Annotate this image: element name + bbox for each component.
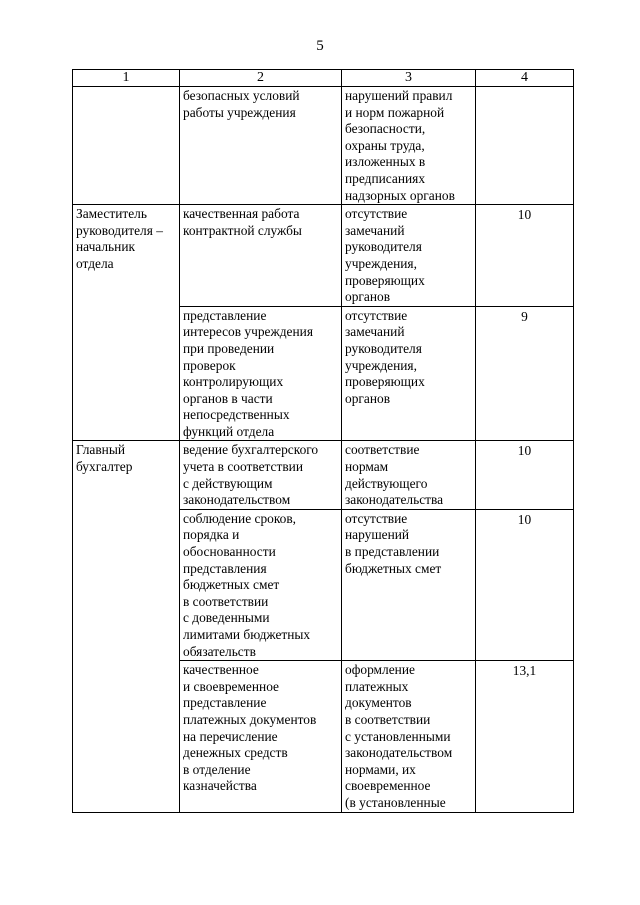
cell-line: учета в соответствии (183, 459, 304, 475)
cell-line: нарушений (345, 527, 410, 543)
position-cell (73, 441, 180, 812)
header-col-3: 3 (342, 70, 476, 87)
cell-line: руководителя (345, 239, 422, 255)
cell-line: с доведенными (183, 610, 270, 626)
cell-line: соответствие (345, 442, 420, 458)
cell-line: функций отдела (183, 423, 275, 439)
cell-line: представление (183, 695, 267, 711)
points-cell: 9 (476, 306, 574, 441)
criterion-cell (180, 441, 342, 509)
indicator-cell (342, 661, 476, 812)
cell-line: соблюдение сроков, (183, 510, 297, 526)
cell-line: отсутствие (345, 510, 408, 526)
indicator-cell (342, 205, 476, 307)
cell-line: и норм пожарной (345, 104, 445, 120)
criterion-cell (180, 509, 342, 660)
cell-line: органов в части (183, 390, 273, 406)
cell-line: действующего (345, 475, 428, 491)
cell-line: качественное (183, 662, 259, 678)
cell-line: порядка и (183, 527, 240, 543)
cell-line: законодательством (183, 492, 291, 508)
cell-line: обязательств (183, 643, 256, 659)
cell-line: представления (183, 560, 267, 576)
cell-line: нарушений правил (345, 88, 453, 103)
cell-line: безопасности, (345, 121, 426, 137)
indicator-cell (342, 509, 476, 660)
cell-line: документов (345, 695, 412, 711)
criterion-cell (180, 87, 342, 205)
cell-line: работы учреждения (183, 104, 296, 120)
cell-line: замечаний (345, 222, 405, 238)
cell-line: в соответствии (183, 593, 269, 609)
cell-line: Заместитель (76, 206, 147, 222)
cell-line: проверяющих (345, 272, 425, 288)
indicator-cell (342, 87, 476, 205)
cell-line: контролирующих (183, 374, 284, 390)
table-row (73, 441, 574, 509)
points-cell: 10 (476, 509, 574, 660)
table-row (73, 87, 574, 205)
cell-line: органов (345, 390, 391, 406)
indicator-cell (342, 306, 476, 441)
criterion-cell (180, 661, 342, 812)
cell-line: отсутствие (345, 206, 408, 222)
cell-line: платежных документов (183, 711, 317, 727)
cell-line: своевременное (345, 778, 431, 794)
points-cell: 13,1 (476, 661, 574, 812)
position-cell (73, 205, 180, 441)
cell-line: непосредственных (183, 407, 290, 423)
cell-line: (в установленные (345, 794, 446, 810)
cell-line: с установленными (345, 728, 451, 744)
cell-line: бюджетных смет (183, 577, 280, 593)
cell-line: с действующим (183, 475, 273, 491)
cell-line: на перечисление (183, 728, 278, 744)
cell-line: и своевременное (183, 678, 280, 694)
cell-line: представление (183, 307, 267, 323)
cell-line: отсутствие (345, 307, 408, 323)
header-col-2: 2 (180, 70, 342, 87)
cell-line: учреждения, (345, 255, 417, 271)
cell-line: качественная работа (183, 206, 300, 222)
cell-line: интересов учреждения (183, 324, 313, 340)
cell-line: изложенных в (345, 154, 426, 170)
cell-line: предписаниях (345, 170, 426, 186)
cell-line: Главный (76, 442, 126, 458)
cell-line: бухгалтер (76, 459, 133, 475)
points-cell: 10 (476, 205, 574, 307)
points-cell: 10 (476, 441, 574, 509)
cell-line: законодательством (345, 745, 453, 761)
cell-line: проверяющих (345, 374, 425, 390)
cell-line: отдела (76, 255, 114, 271)
cell-line: оформление (345, 662, 415, 678)
position-cell (73, 87, 180, 205)
cell-line: казначейства (183, 778, 257, 794)
header-col-1: 1 (73, 70, 180, 87)
cell-line: при проведении (183, 340, 275, 356)
cell-line: лимитами бюджетных (183, 627, 311, 642)
page-number: 5 (316, 38, 324, 54)
cell-line: органов (345, 289, 391, 305)
cell-line: денежных средств (183, 745, 288, 761)
cell-line: в представлении (345, 544, 440, 560)
cell-line: безопасных условий (183, 88, 300, 103)
cell-line: ведение бухгалтерского (183, 442, 319, 458)
cell-line: замечаний (345, 324, 405, 340)
indicator-cell (342, 441, 476, 509)
table-row (73, 205, 574, 307)
cell-line: платежных (345, 678, 409, 694)
criteria-table (72, 69, 574, 813)
cell-line: учреждения, (345, 357, 417, 373)
cell-line: руководителя – (76, 222, 163, 238)
cell-line: охраны труда, (345, 137, 425, 153)
table-header-row (73, 70, 574, 87)
cell-line: руководителя (345, 340, 422, 356)
cell-line: в соответствии (345, 711, 431, 727)
cell-line: обоснованности (183, 544, 276, 560)
criterion-cell (180, 205, 342, 307)
points-cell (476, 87, 574, 205)
cell-line: проверок (183, 357, 236, 373)
cell-line: начальник (76, 239, 135, 255)
cell-line: бюджетных смет (345, 560, 442, 576)
header-col-4: 4 (476, 70, 574, 87)
cell-line: в отделение (183, 761, 251, 777)
cell-line: нормами, их (345, 761, 416, 777)
cell-line: надзорных органов (345, 187, 455, 203)
cell-line: контрактной службы (183, 222, 302, 238)
cell-line: нормам (345, 459, 389, 475)
criterion-cell (180, 306, 342, 441)
cell-line: законодательства (345, 492, 444, 508)
